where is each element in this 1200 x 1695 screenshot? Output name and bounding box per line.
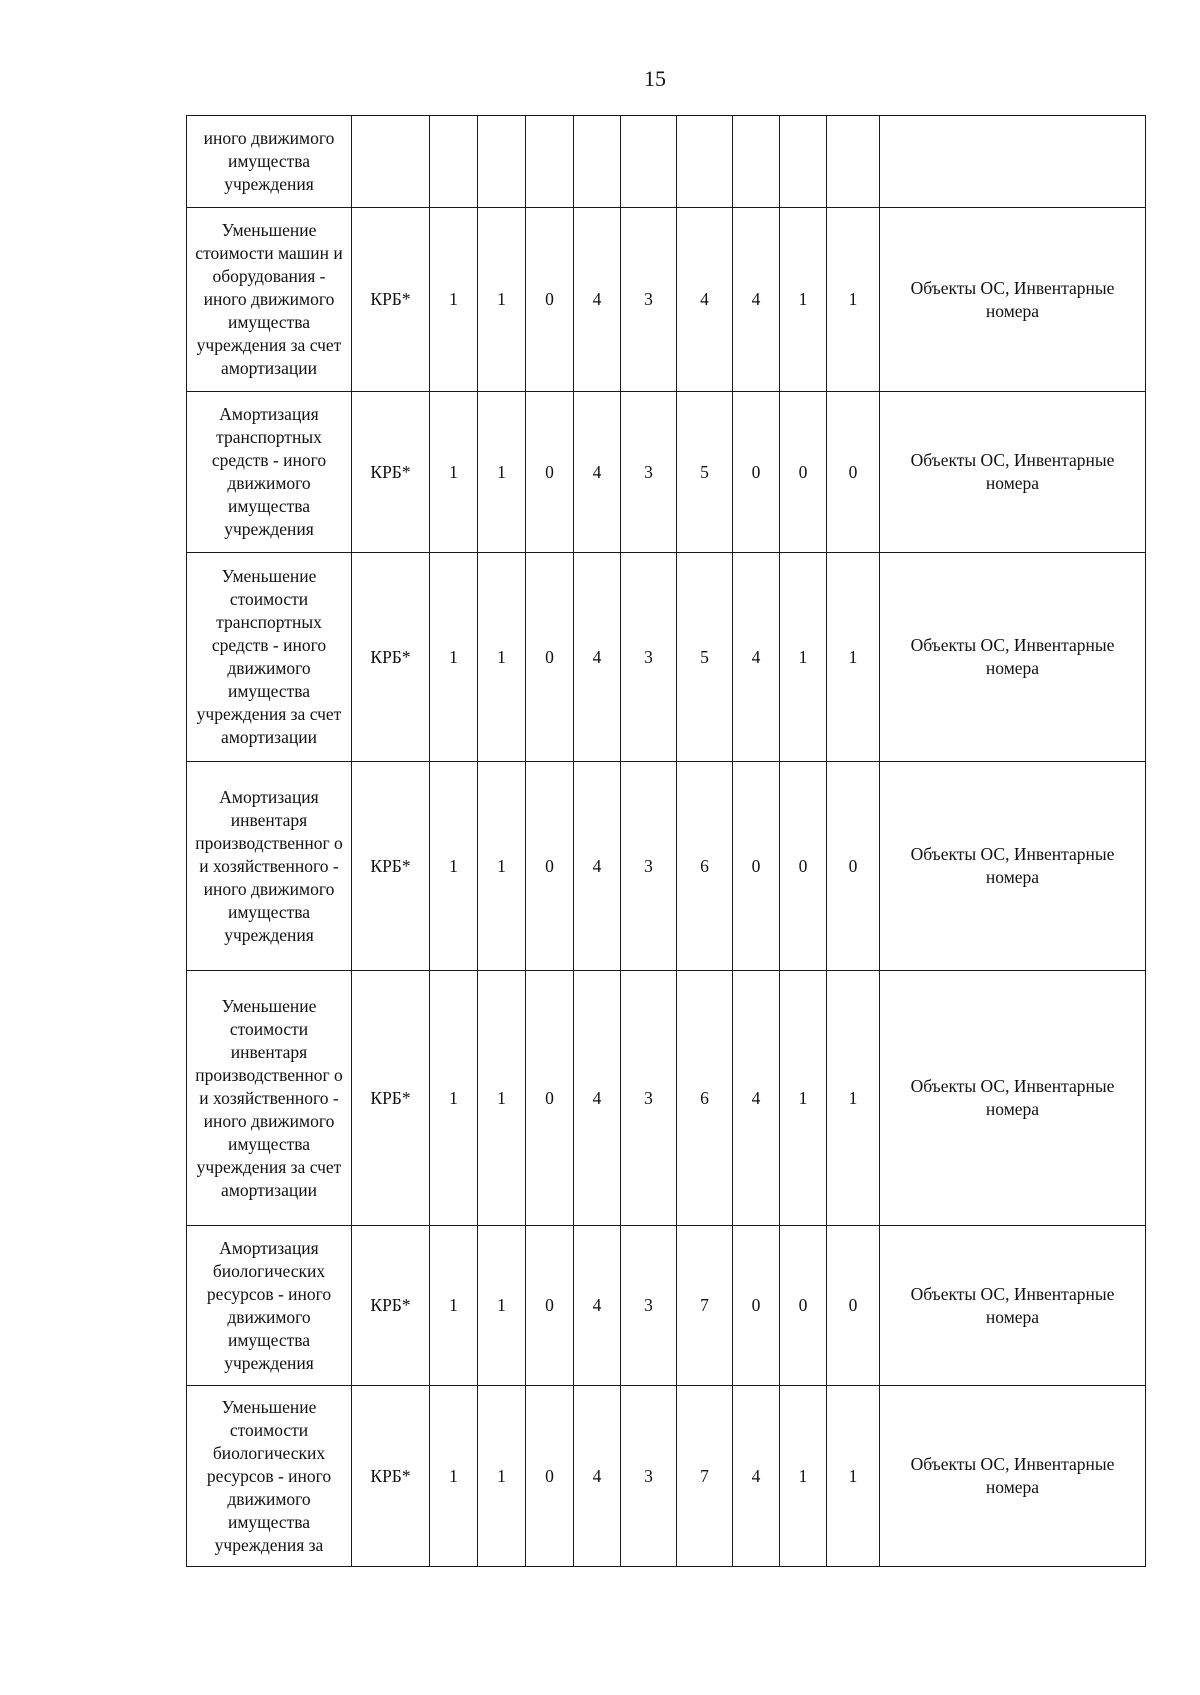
- digit-cell: 0: [827, 392, 880, 553]
- digit-cell: 1: [827, 971, 880, 1226]
- accounts-table: [186, 115, 1146, 1567]
- accounts-table-body: [187, 116, 1146, 1567]
- page-number: 15: [644, 66, 666, 91]
- row-name: Уменьшение стоимости машин и оборудования - иного движимого имущества учреждения за счет амортизации: [187, 208, 352, 392]
- digit-cell: 4: [574, 392, 621, 553]
- row-code: КРБ*: [352, 971, 430, 1226]
- digit-cell: 7: [677, 1386, 733, 1567]
- digit-cell: 0: [526, 208, 574, 392]
- digit-cell: 4: [574, 762, 621, 971]
- digit-cell: 5: [677, 553, 733, 762]
- digit-cell: 3: [621, 1226, 677, 1386]
- digit-cell: 1: [430, 392, 478, 553]
- digit-cell: 1: [478, 1226, 526, 1386]
- digit-cell: 4: [574, 553, 621, 762]
- digit-cell: 1: [827, 208, 880, 392]
- row-code: КРБ*: [352, 1226, 430, 1386]
- digit-cell: 1: [780, 971, 827, 1226]
- row-code: КРБ*: [352, 392, 430, 553]
- digit-cell: 0: [733, 392, 780, 553]
- digit-cell: 6: [677, 762, 733, 971]
- digit-cell: [621, 116, 677, 208]
- digit-cell: [478, 116, 526, 208]
- row-analytics: Объекты ОС, Инвентарные номера: [880, 208, 1146, 392]
- table-row: [187, 762, 1146, 971]
- digit-cell: [574, 116, 621, 208]
- digit-cell: 4: [574, 1386, 621, 1567]
- digit-cell: 1: [430, 208, 478, 392]
- digit-cell: 1: [827, 1386, 880, 1567]
- digit-cell: 1: [780, 208, 827, 392]
- table-row: [187, 116, 1146, 208]
- digit-cell: 3: [621, 553, 677, 762]
- row-name: Амортизация транспортных средств - иного движимого имущества учреждения: [187, 392, 352, 553]
- digit-cell: [733, 116, 780, 208]
- digit-cell: [430, 116, 478, 208]
- row-name: Уменьшение стоимости транспортных средств - иного движимого имущества учреждения за счет амортизации: [187, 553, 352, 762]
- digit-cell: 1: [430, 762, 478, 971]
- digit-cell: 0: [733, 762, 780, 971]
- digit-cell: 1: [430, 553, 478, 762]
- row-analytics: [880, 116, 1146, 208]
- digit-cell: 0: [526, 971, 574, 1226]
- digit-cell: 1: [478, 971, 526, 1226]
- row-analytics: Объекты ОС, Инвентарные номера: [880, 971, 1146, 1226]
- digit-cell: 3: [621, 971, 677, 1226]
- digit-cell: 0: [827, 762, 880, 971]
- digit-cell: 4: [574, 1226, 621, 1386]
- digit-cell: 7: [677, 1226, 733, 1386]
- digit-cell: 0: [733, 1226, 780, 1386]
- table-row: [187, 971, 1146, 1226]
- digit-cell: 4: [733, 208, 780, 392]
- digit-cell: 0: [780, 762, 827, 971]
- row-analytics: Объекты ОС, Инвентарные номера: [880, 392, 1146, 553]
- digit-cell: 0: [780, 1226, 827, 1386]
- row-name: Амортизация инвентаря производственног о и хозяйственного - иного движимого имущества учреждения: [187, 762, 352, 971]
- digit-cell: 1: [478, 392, 526, 553]
- row-analytics: Объекты ОС, Инвентарные номера: [880, 553, 1146, 762]
- digit-cell: 4: [733, 553, 780, 762]
- digit-cell: 0: [526, 1386, 574, 1567]
- row-code: [352, 116, 430, 208]
- digit-cell: 1: [430, 1226, 478, 1386]
- digit-cell: 1: [430, 1386, 478, 1567]
- row-name: Амортизация биологических ресурсов - иного движимого имущества учреждения: [187, 1226, 352, 1386]
- digit-cell: 0: [827, 1226, 880, 1386]
- digit-cell: [827, 116, 880, 208]
- digit-cell: 5: [677, 392, 733, 553]
- row-analytics: Объекты ОС, Инвентарные номера: [880, 1386, 1146, 1567]
- row-analytics: Объекты ОС, Инвентарные номера: [880, 1226, 1146, 1386]
- digit-cell: 4: [574, 971, 621, 1226]
- row-code: КРБ*: [352, 208, 430, 392]
- digit-cell: 1: [827, 553, 880, 762]
- digit-cell: 6: [677, 971, 733, 1226]
- digit-cell: 1: [478, 208, 526, 392]
- digit-cell: 1: [780, 1386, 827, 1567]
- digit-cell: 1: [478, 553, 526, 762]
- digit-cell: 3: [621, 1386, 677, 1567]
- digit-cell: 1: [478, 1386, 526, 1567]
- row-code: КРБ*: [352, 553, 430, 762]
- table-row: [187, 1386, 1146, 1567]
- table-row: [187, 553, 1146, 762]
- digit-cell: [677, 116, 733, 208]
- digit-cell: 3: [621, 762, 677, 971]
- digit-cell: 4: [733, 971, 780, 1226]
- digit-cell: 1: [478, 762, 526, 971]
- digit-cell: 0: [526, 392, 574, 553]
- row-name: иного движимого имущества учреждения: [187, 116, 352, 208]
- row-analytics: Объекты ОС, Инвентарные номера: [880, 762, 1146, 971]
- digit-cell: 4: [733, 1386, 780, 1567]
- digit-cell: 4: [677, 208, 733, 392]
- row-code: КРБ*: [352, 762, 430, 971]
- digit-cell: 3: [621, 208, 677, 392]
- digit-cell: 0: [526, 553, 574, 762]
- digit-cell: 1: [430, 971, 478, 1226]
- digit-cell: 0: [780, 392, 827, 553]
- row-code: КРБ*: [352, 1386, 430, 1567]
- digit-cell: 4: [574, 208, 621, 392]
- row-name: Уменьшение стоимости биологических ресурсов - иного движимого имущества учреждения за: [187, 1386, 352, 1567]
- row-name: Уменьшение стоимости инвентаря производственног о и хозяйственного - иного движимого имущества учреждения за счет амортизации: [187, 971, 352, 1226]
- digit-cell: [780, 116, 827, 208]
- digit-cell: 3: [621, 392, 677, 553]
- digit-cell: 1: [780, 553, 827, 762]
- table-row: [187, 392, 1146, 553]
- table-row: [187, 208, 1146, 392]
- digit-cell: 0: [526, 762, 574, 971]
- digit-cell: [526, 116, 574, 208]
- table-row: [187, 1226, 1146, 1386]
- digit-cell: 0: [526, 1226, 574, 1386]
